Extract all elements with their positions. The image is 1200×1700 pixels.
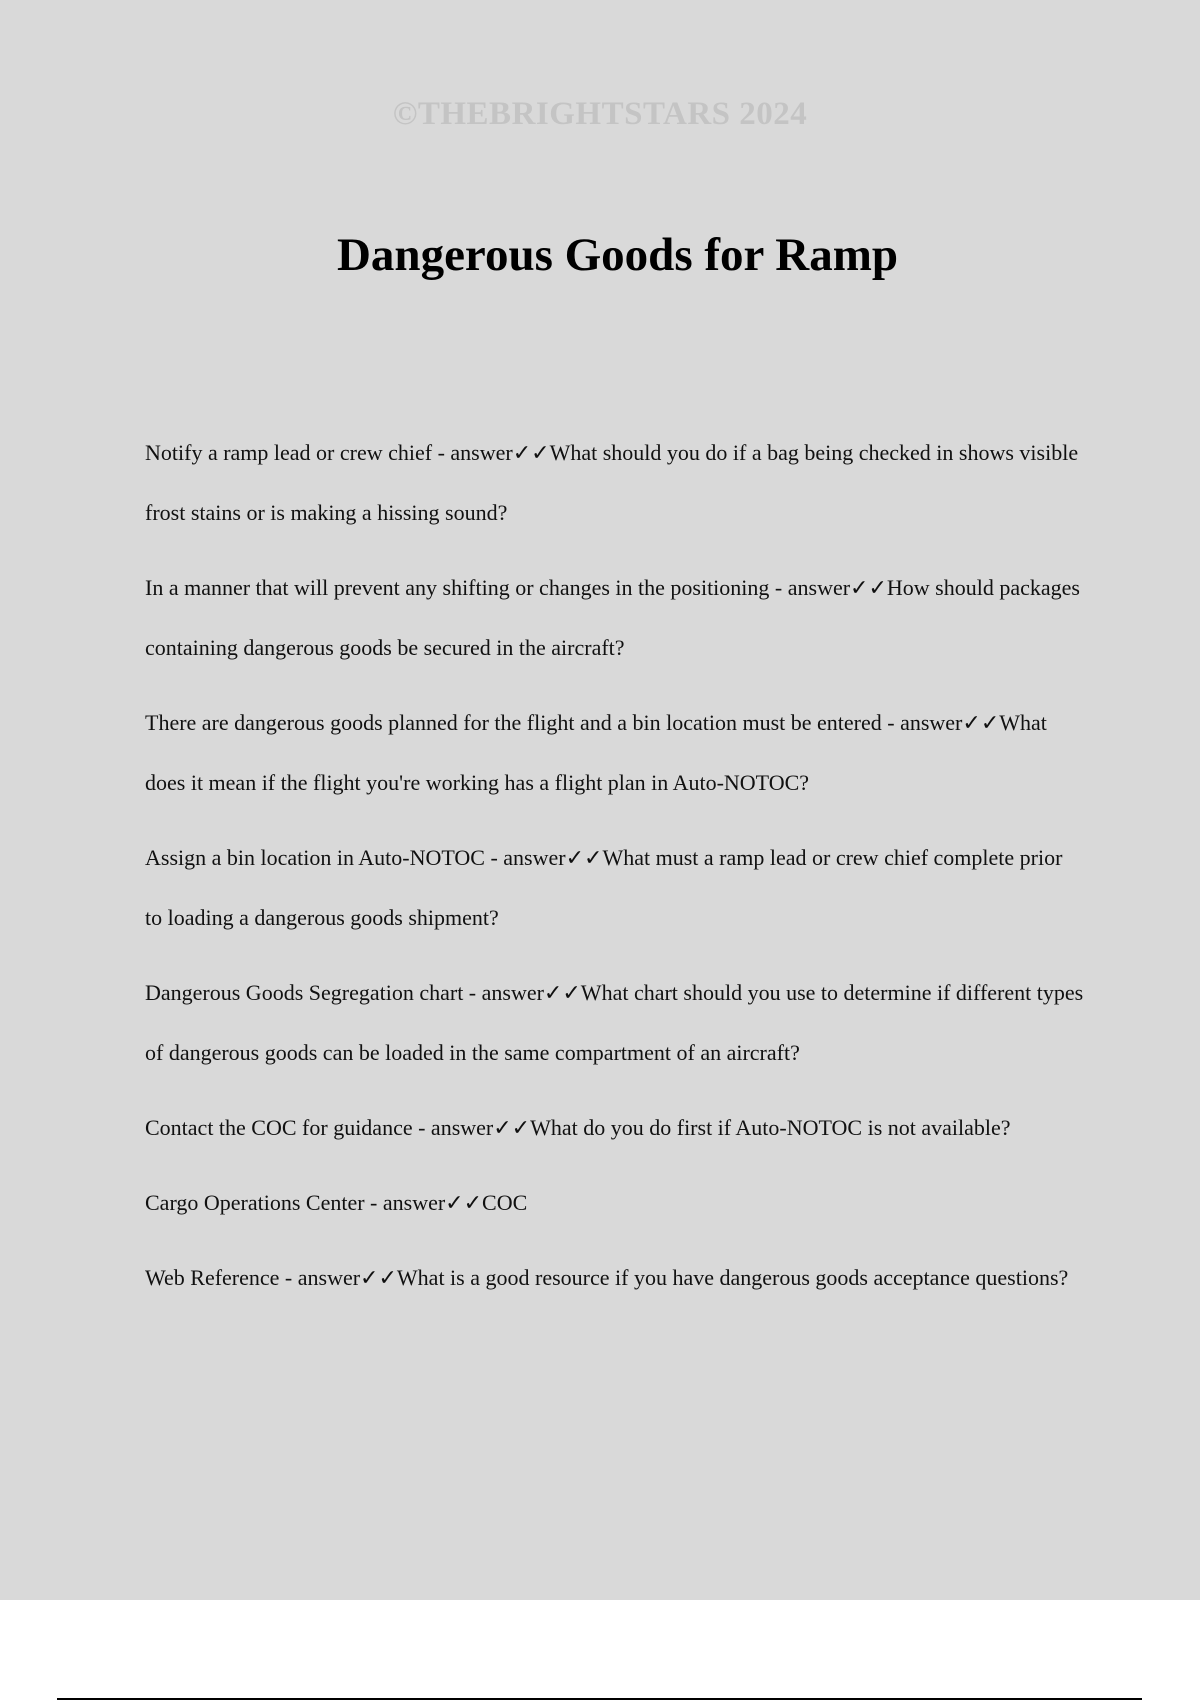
qa-item: Web Reference - answer✓✓What is a good resource if you have dangerous goods acceptance questions? [145, 1265, 1069, 1290]
page-title: Dangerous Goods for Ramp [336, 229, 899, 281]
qa-item: There are dangerous goods planned for the flight and a bin location must be entered - answer✓✓What does it mean if the flight you're working has a flight plan in Auto-NOTOC? [145, 710, 1047, 795]
qa-item: Contact the COC for guidance - answer✓✓What do you do first if Auto-NOTOC is not available? [145, 1115, 1011, 1140]
qa-item: Dangerous Goods Segregation chart - answer✓✓What chart should you use to determine if different types of dangerous goods can be loaded in the same compartment of an aircraft? [145, 980, 1084, 1065]
qa-item: Notify a ramp lead or crew chief - answer✓✓What should you do if a bag being checked in shows visible frost stains or is making a hissing sound? [145, 440, 1079, 525]
watermark-text: ©THEBRIGHTSTARS 2024 [392, 96, 808, 132]
qa-list [145, 423, 1085, 1323]
qa-item: Assign a bin location in Auto-NOTOC - answer✓✓What must a ramp lead or crew chief complete prior to loading a dangerous goods shipment? [145, 845, 1063, 930]
qa-item: Cargo Operations Center - answer✓✓COC [145, 1190, 528, 1215]
qa-item: In a manner that will prevent any shifting or changes in the positioning - answer✓✓How should packages containing dangerous goods be secured in the aircraft? [145, 575, 1080, 660]
